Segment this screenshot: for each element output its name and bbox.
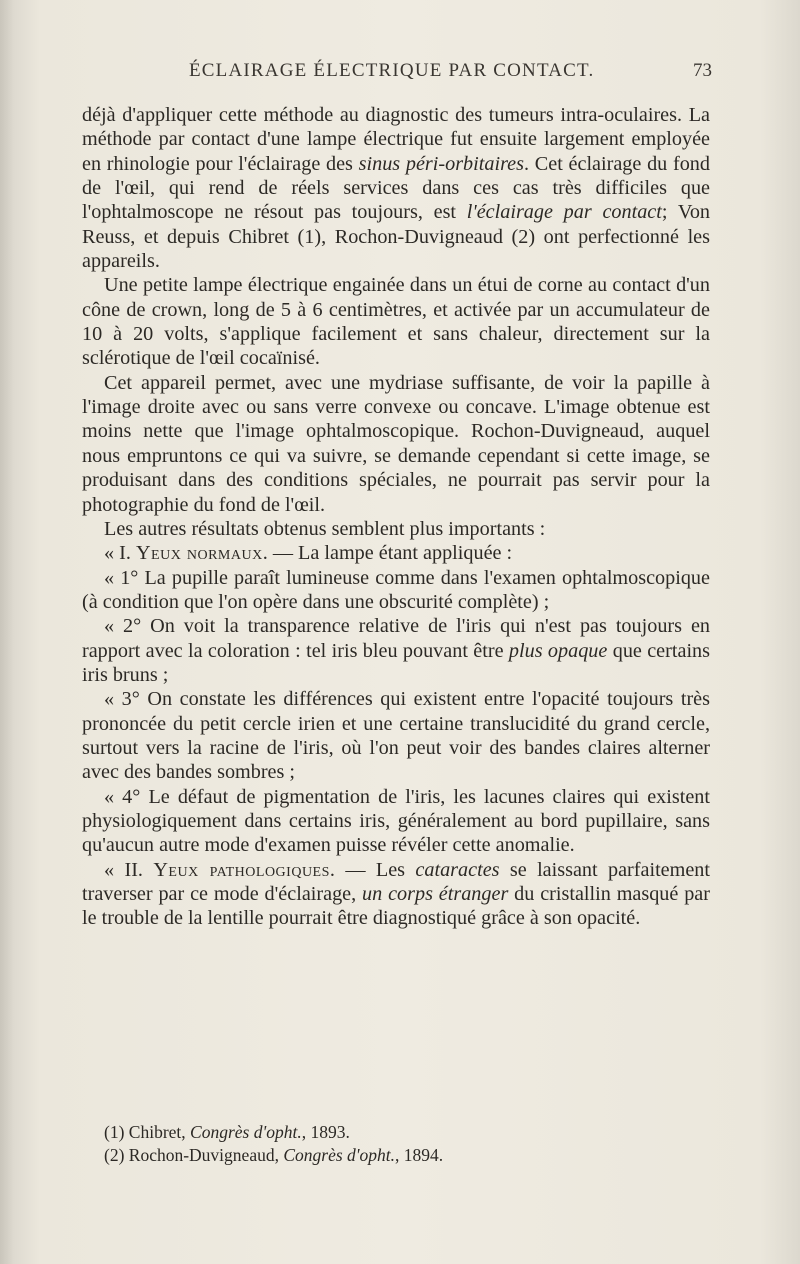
paragraph-8: « 3° On constate les différences qui existent entre l'opacité toujours très prononcée du petit cercle irien et une certaine translucidité du grand cercle, surtout vers la racine de l'iris, où l'on peut voir des bandes claires alterner avec des bandes sombres ; bbox=[82, 688, 710, 784]
paragraph-3: Cet appareil permet, avec une mydriase suffisante, de voir la papille à l'image droite avec ou sans verre convexe ou concave. L'image obtenue est moins nette que l'image ophtalmoscopique. Rochon-Duvigneaud, auquel nous empruntons ce qui va suivre, se demande cependant si cette image, se produisant dans des conditions spéciales, ne pourrait pas servir pour la photographie du fond de l'œil. bbox=[82, 371, 710, 516]
text-run: « II. bbox=[104, 858, 154, 881]
text-run: du cristallin masqué par le trouble de la lentille pourrait être diagnostiqué grâce à son opacité. bbox=[82, 883, 710, 930]
italic-run: Congrès d'opht. bbox=[190, 1122, 302, 1142]
italic-run: l'éclairage par contact bbox=[466, 201, 662, 224]
running-title: ÉCLAIRAGE ÉLECTRIQUE PAR CONTACT. bbox=[189, 60, 595, 81]
text-run: se laissant parfaitement traverser par ce mode d'éclairage, bbox=[82, 858, 711, 905]
text-run: déjà d'appliquer cette méthode au diagnostic des tumeurs intra-oculaires. La méthode par contact d'une lampe électrique fut ensuite largement employée en rhinologie pour l'éclairage des bbox=[82, 104, 710, 175]
italic-run: sinus péri-orbitaires bbox=[358, 152, 524, 175]
text-run: ; Von Reuss, et depuis Chibret (1), Rochon-Duvigneaud (2) ont perfectionné les appareils. bbox=[82, 201, 711, 273]
paragraph-6: « 1° La pupille paraît lumineuse comme dans l'examen ophtalmoscopique (à condition que l'on opère dans une obscurité complète) ; bbox=[82, 566, 710, 613]
italic-run: un corps étranger bbox=[362, 883, 509, 905]
italic-run: cataractes bbox=[415, 858, 500, 881]
text-run: « I. bbox=[104, 542, 136, 565]
paragraph-5 bbox=[82, 541, 710, 565]
text-run: (2) Rochon-Duvigneaud, bbox=[104, 1145, 284, 1165]
paragraph-7 bbox=[82, 614, 710, 687]
footnote-2 bbox=[104, 1144, 704, 1167]
text-run: . Cet éclairage du fond de l'œil, qui rend de réels services dans ces cas très difficiles que l'ophtalmoscope ne résout pas toujours, est bbox=[82, 152, 710, 224]
text-run: « 2° On voit la transparence relative de l'iris qui n'est pas toujours en rapport avec la coloration : tel iris bleu pouvant être bbox=[82, 615, 710, 662]
paragraph-4: Les autres résultats obtenus semblent plus importants : bbox=[104, 517, 546, 540]
body-text bbox=[82, 103, 710, 931]
text-run: , 1894. bbox=[395, 1145, 444, 1165]
text-run: (1) Chibret, bbox=[104, 1122, 191, 1142]
text-run: , 1893. bbox=[301, 1122, 350, 1142]
footnotes bbox=[104, 1121, 704, 1167]
page-header bbox=[82, 60, 712, 90]
text-run: que certains iris bruns ; bbox=[82, 639, 710, 686]
text-run: . — Les bbox=[329, 858, 416, 881]
paragraph-9: « 4° Le défaut de pigmentation de l'iris, les lacunes claires qui existent physiologiquement dans certains iris, généralement au bord pupillaire, sans qu'aucun autre mode d'examen puisse révéler cette anomalie. bbox=[82, 785, 710, 857]
page-number: 73 bbox=[693, 60, 712, 81]
footnote-1 bbox=[104, 1121, 704, 1144]
paragraph-1 bbox=[82, 103, 710, 273]
paragraph-10 bbox=[82, 858, 710, 931]
smallcaps-run: Yeux pathologiques bbox=[153, 858, 330, 881]
italic-run: Congrès d'opht. bbox=[283, 1145, 396, 1165]
text-run: . — La lampe étant appliquée : bbox=[262, 542, 513, 565]
smallcaps-run: Yeux normaux bbox=[135, 542, 263, 565]
italic-run: plus opaque bbox=[508, 639, 608, 662]
paragraph-2: Une petite lampe électrique engainée dans un étui de corne au contact d'un cône de crown, long de 5 à 6 centimètres, et activée par un accumulateur de 10 à 20 volts, s'applique facilement et sans chaleur, directement sur la sclérotique de l'œil cocaïnisé. bbox=[82, 274, 710, 370]
